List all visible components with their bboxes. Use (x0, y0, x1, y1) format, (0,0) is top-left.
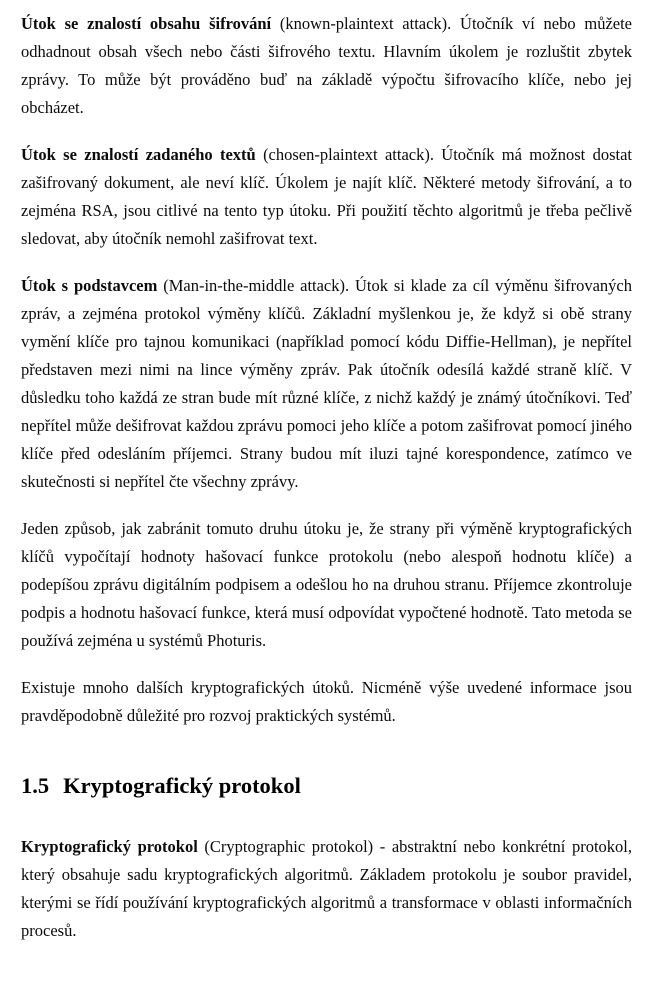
paragraph-chosen-plaintext (21, 141, 632, 253)
section-heading (21, 772, 632, 800)
paragraph-other-attacks (21, 674, 632, 730)
paragraph-body-text: Existuje mnoho dalších kryptografických útoků. Nicméně výše uvedené informace jsou pravděpodobně důležité pro rozvoj praktických systémů. (21, 678, 632, 725)
paragraph-cryptographic-protocol (21, 833, 632, 945)
section-title: Kryptografický protokol (63, 773, 301, 798)
paragraph-lead-bold: Útok se znalostí zadaného textů (21, 145, 256, 164)
paragraph-known-plaintext (21, 10, 632, 122)
paragraph-hash-signature-method (21, 515, 632, 655)
paragraph-body-text: Jeden způsob, jak zabránit tomuto druhu útoku je, že strany při výměně kryptografických klíčů vypočítají hodnoty hašovací funkce protokolu (nebo alespoň hodnotu klíče) a podepíšou zprávu digitálním podpisem a odešlou ho na druhou stranu. Příjemce zkontroluje podpis a hodnotu hašovací funkce, která musí odpovídat vypočtené hodnotě. Tato metoda se používá zejména u systémů Photuris. (21, 519, 632, 650)
section-number: 1.5 (21, 773, 50, 798)
paragraph-lead-bold: Kryptografický protokol (21, 837, 198, 857)
paragraph-man-in-the-middle (21, 272, 632, 496)
paragraph-body-text: (Cryptographic protokol) - abstraktní nebo konkrétní protokol, který obsahuje sadu kryptografických algoritmů. Základem protokolu je soubor pravidel, kterými se řídí používání kryptografických algoritmů a transformace v oblasti informačních procesů. (21, 837, 632, 941)
paragraph-body-text: (chosen-plaintext attack). Útočník má možnost dostat zašifrovaný dokument, ale neví klíč. Úkolem je najít klíč. Některé metody šifrování, a to zejména RSA, jsou citlivé na tento typ útoku. Při použití těchto algoritmů je třeba pečlivě sledovat, aby útočník nemohl zašifrovat text. (21, 145, 632, 248)
paragraph-body-text: (Man-in-the-middle attack). Útok si klade za cíl výměnu šifrovaných zpráv, a zejména protokol výměny klíčů. Základní myšlenkou je, že když si obě strany vymění klíče pro tajnou komunikaci (například pomocí kódu Diffie-Hellman), je nepřítel představen mezi nimi na lince výměny zpráv. Pak útočník odesílá každé straně klíč. V důsledku toho každá ze stran bude mít různé klíče, z nichž každý je známý útočníkovi. Teď nepřítel může dešifrovat každou zprávu pomoci jeho klíče a potom zašifrovat pomocí jiného klíče před odesláním příjemci. Strany budou mít iluzi tajné korespondence, zatímco ve skutečnosti si nepřítel čte všechny zprávy. (21, 276, 632, 491)
paragraph-lead-bold: Útok s podstavcem (21, 276, 158, 295)
paragraph-body-text: (known-plaintext attack). Útočník ví nebo můžete odhadnout obsah všech nebo části šifrového textu. Hlavním úkolem je rozluštit zbytek zprávy. To může být prováděno buď na základě výpočtu šifrovacího klíče, nebo jej obcházet. (21, 14, 632, 117)
paragraph-lead-bold: Útok se znalostí obsahu šifrování (21, 14, 272, 33)
